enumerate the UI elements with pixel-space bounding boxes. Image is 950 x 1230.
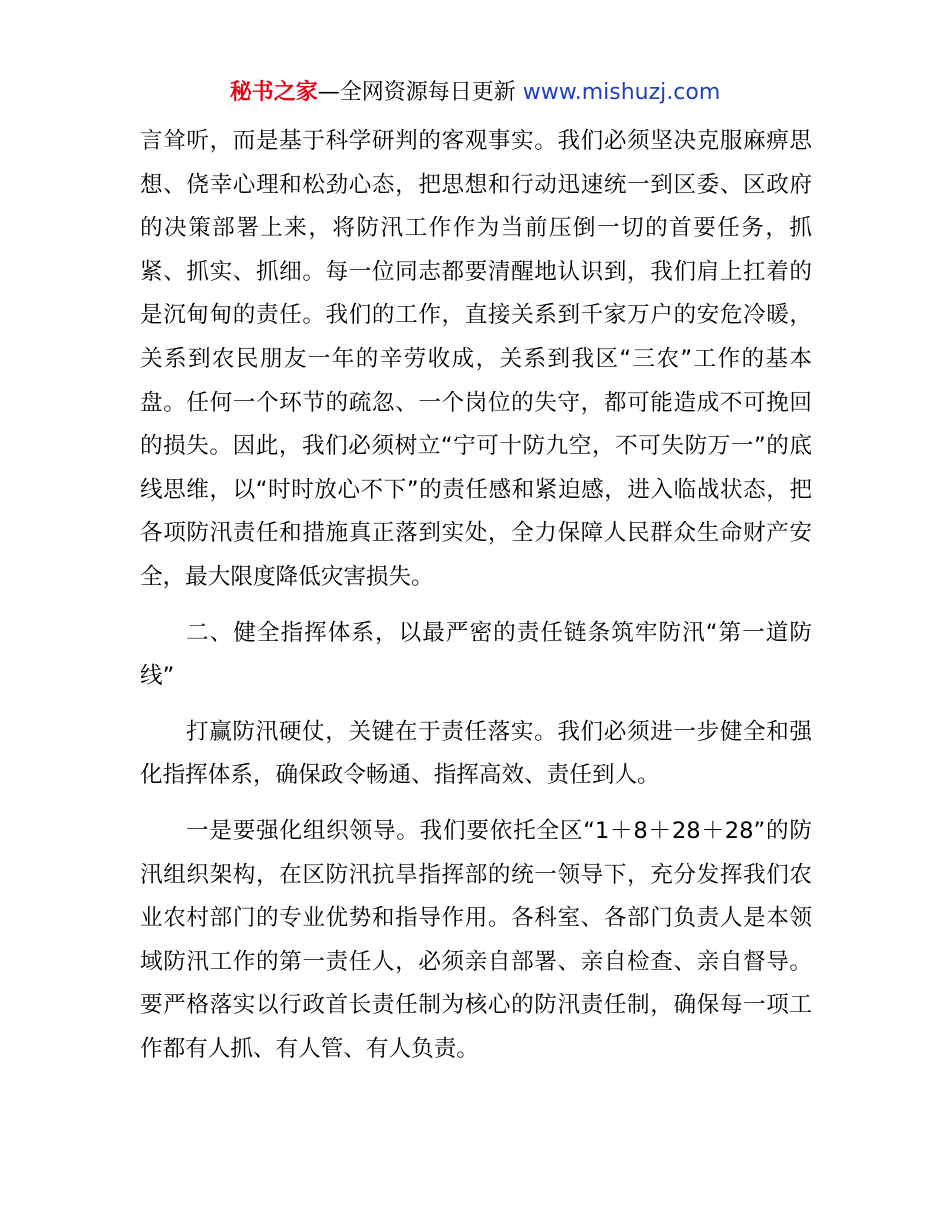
document-body [140,120,812,1083]
body-paragraph: 一是要强化组织领导。我们要依托全区“1＋8＋28＋28”的防汛组织架构，在区防汛抗旱指挥部的统一领导下，充分发挥我们农业农村部门的专业优势和指导作用。各科室、各部门负责人是本领域防汛工作的第一责任人，必须亲自部署、亲自检查、亲自督导。要严格落实以行政首长责任制为核心的防汛责任制，确保每一项工作都有人抓、有人管、有人负责。 [140,817,812,1062]
body-paragraph: 言耸听，而是基于科学研判的客观事实。我们必须坚决克服麻痹思想、侥幸心理和松劲心态，把思想和行动迅速统一到区委、区政府的决策部署上来，将防汛工作作为当前压倒一切的首要任务，抓紧、抓实、抓细。每一位同志都要清醒地认识到，我们肩上扛着的是沉甸甸的责任。我们的工作，直接关系到千家万户的安危冷暖，关系到农民朋友一年的辛劳收成，关系到我区“三农”工作的基本盘。任何一个环节的疏忽、一个岗位的失守，都可能造成不可挽回的损失。因此，我们必须树立“宁可十防九空，不可失防万一”的底线思维，以“时时放心不下”的责任感和紧迫感，进入临战状态，把各项防汛责任和措施真正落到实处，全力保障人民群众生命财产安全，最大限度降低灾害损失。 [140,128,812,590]
site-brand: 秘书之家 [229,80,318,105]
body-paragraph: 打赢防汛硬仗，关键在于责任落实。我们必须进一步健全和强化指挥体系，确保政令畅通、指挥高效、责任到人。 [140,718,812,789]
site-url-link[interactable]: www.mishuzj.com [522,80,721,105]
page-header [0,78,950,108]
site-tagline: —全网资源每日更新 [317,80,516,105]
section-heading: 二、健全指挥体系，以最严密的责任链条筑牢防汛“第一道防线” [140,619,812,690]
